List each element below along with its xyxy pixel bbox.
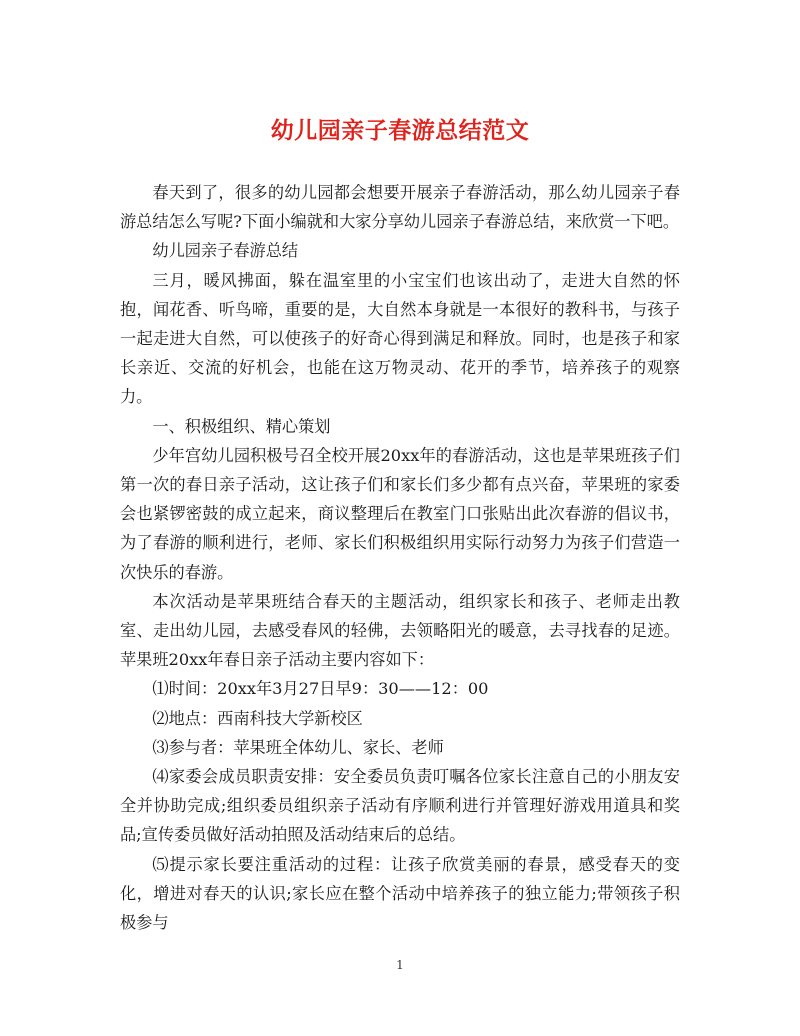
list-item: ⑶参与者：苹果班全体幼儿、家长、老师 <box>152 737 444 757</box>
page-number: 1 <box>396 958 404 972</box>
paragraph: 三月，暖风拂面，躲在温室里的小宝宝们也该出动了，走进大自然的怀抱，闻花香、听鸟啼，重要的是，大自然本身就是一本很好的教科书，与孩子一起走进大自然，可以使孩子的好奇心得到满足和释放。同时，也是孩子和家长亲近、交流的好机会，也能在这万物灵动、花开的季节，培养孩子的观察力。 <box>120 270 680 407</box>
list-item: ⑵地点：西南科技大学新校区 <box>152 708 363 728</box>
paragraph: 少年宫幼儿园积极号召全校开展20xx年的春游活动，这也是苹果班孩子们第一次的春日亲子活动，这让孩子们和家长们多少都有点兴奋，苹果班的家委会也紧锣密鼓的成立起来，商议整理后在教室门口张贴出此次春游的倡议书，为了春游的顺利进行，老师、家长们积极组织用实际行动努力为孩子们营造一次快乐的春游。 <box>120 445 680 582</box>
section-heading: 一、积极组织、精心策划 <box>152 416 331 436</box>
paragraph: 本次活动是苹果班结合春天的主题活动，组织家长和孩子、老师走出教室、走出幼儿园，去感受春风的轻佛，去领略阳光的暖意，去寻找春的足迹。苹果班20xx年春日亲子活动主要内容如下： <box>120 591 680 670</box>
list-item: ⑴时间：20xx年3月27日早9：30——12：00 <box>152 679 489 699</box>
document-body <box>120 178 680 937</box>
list-item: ⑷家委会成员职责安排：安全委员负责叮嘱各位家长注意自己的小朋友安全并协助完成;组织委员组织亲子活动有序顺利进行并管理好游戏用道具和奖品;宣传委员做好活动拍照及活动结束后的总结。 <box>120 767 680 845</box>
section-heading: 幼儿园亲子春游总结 <box>152 241 299 261</box>
list-item: ⑸提示家长要注重活动的过程：让孩子欣赏美丽的春景，感受春天的变化，增进对春天的认识;家长应在整个活动中培养孩子的独立能力;带领孩子积极参与 <box>120 854 680 933</box>
paragraph: 春天到了，很多的幼儿园都会想要开展亲子春游活动，那么幼儿园亲子春游总结怎么写呢?下面小编就和大家分享幼儿园亲子春游总结，来欣赏一下吧。 <box>120 183 680 232</box>
document-title: 幼儿园亲子春游总结范文 <box>270 117 530 144</box>
